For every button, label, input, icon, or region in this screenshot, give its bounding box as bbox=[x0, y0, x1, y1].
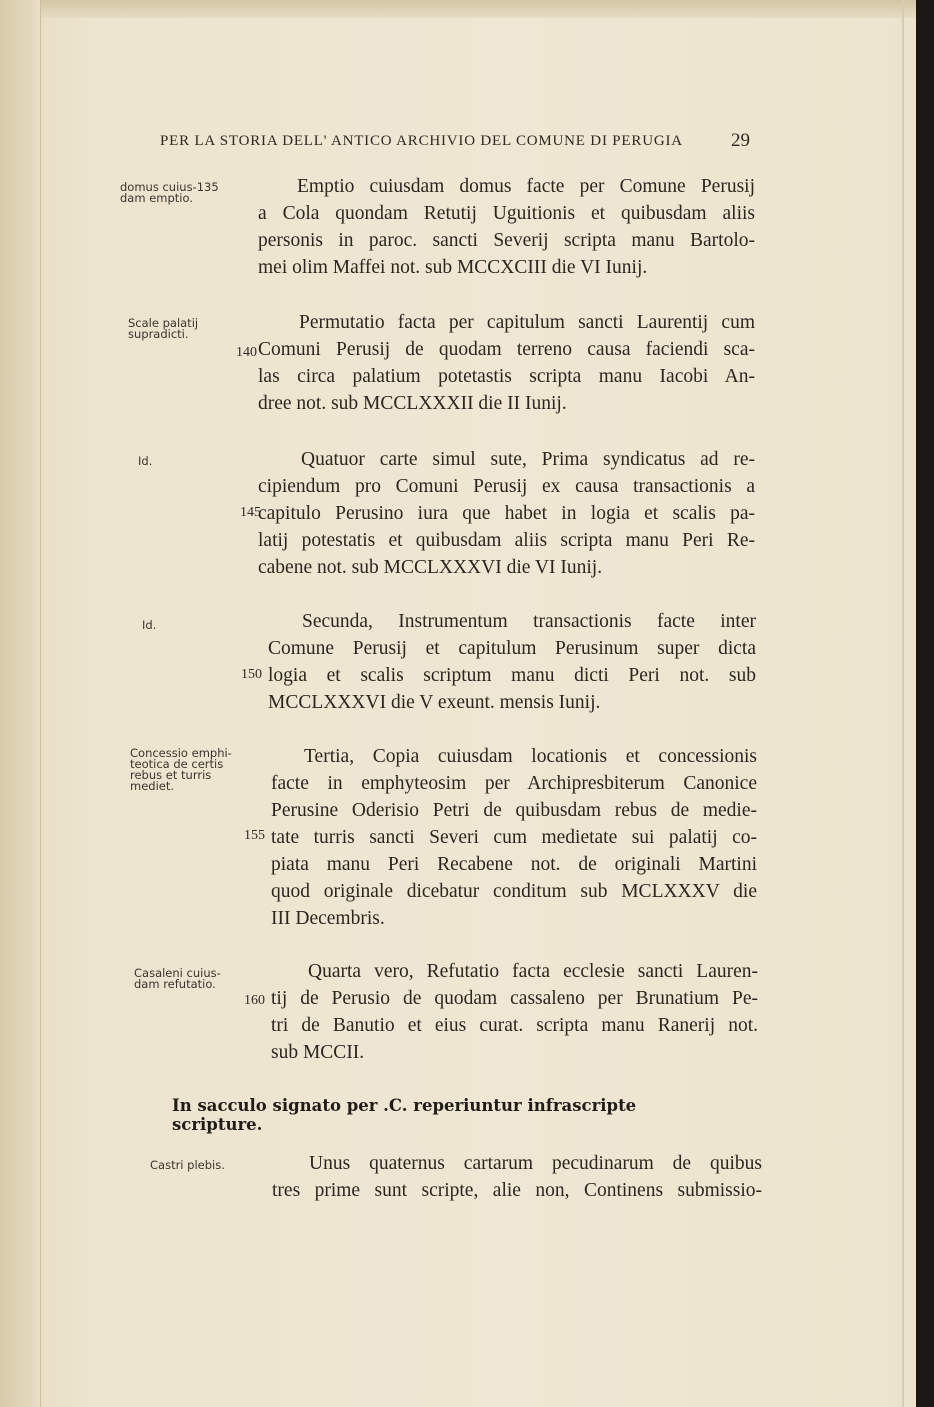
margin-note: domus cuius-135 dam emptio. bbox=[120, 180, 219, 205]
margin-note: Castri plebis. bbox=[150, 1158, 225, 1172]
page-number: 29 bbox=[731, 130, 750, 151]
entry-text bbox=[258, 173, 755, 281]
text-line: tate turris sancti Severi cum medietate sui palatij co- bbox=[271, 827, 757, 848]
scan-border bbox=[916, 0, 934, 1407]
running-title: PER LA STORIA DELL' ANTICO ARCHIVIO DEL COMUNE DI PERUGIA bbox=[160, 133, 683, 149]
running-header bbox=[160, 130, 750, 151]
text-line: Unus quaternus cartarum pecudinarum de quibus bbox=[309, 1153, 762, 1174]
text-line: Comuni Perusij de quodam terreno causa faciendi sca- bbox=[258, 339, 755, 360]
margin-note: Scale palatij supradicti. bbox=[128, 316, 199, 341]
entry-text bbox=[271, 958, 758, 1066]
section-title: In sacculo signato per .C. reperiuntur infrascripte scripture. bbox=[172, 1096, 637, 1134]
entry-text bbox=[258, 309, 755, 417]
text-line: Quatuor carte simul sute, Prima syndicatus ad re- bbox=[301, 449, 755, 470]
text-line: tres prime sunt scripte, alie non, Continens submissio- bbox=[272, 1180, 762, 1201]
text-line: cipiendum pro Comuni Perusij ex causa transactionis a bbox=[258, 476, 755, 497]
text-line: quod originale dicebatur conditum sub MCLXXXV die bbox=[271, 881, 757, 902]
entry-text bbox=[268, 608, 756, 716]
text-line: mei olim Maffei not. sub MCCXCIII die VI Iunij. bbox=[258, 257, 648, 278]
line-number: 140 bbox=[236, 345, 257, 360]
text-line: sub MCCII. bbox=[271, 1042, 365, 1063]
page-top-edge bbox=[0, 0, 916, 18]
entry-text bbox=[258, 446, 755, 581]
binding-gutter bbox=[0, 0, 41, 1407]
entry-text bbox=[271, 743, 757, 932]
page-fold-line bbox=[902, 0, 904, 1407]
text-line: facte in emphyteosim per Archipresbiterum Canonice bbox=[271, 773, 757, 794]
line-number: 150 bbox=[241, 667, 262, 682]
text-line: cabene not. sub MCCLXXXVI die VI Iunij. bbox=[258, 557, 603, 578]
text-line: tri de Banutio et eius curat. scripta manu Ranerij not. bbox=[271, 1015, 758, 1036]
text-line: logia et scalis scriptum manu dicti Peri not. sub bbox=[268, 665, 756, 686]
margin-note: Casaleni cuius- dam refutatio. bbox=[134, 966, 221, 991]
text-line: Comune Perusij et capitulum Perusinum super dicta bbox=[268, 638, 756, 659]
line-number: 155 bbox=[244, 828, 265, 843]
text-line: las circa palatium potetastis scripta manu Iacobi An- bbox=[258, 366, 755, 387]
text-line: a Cola quondam Retutij Uguitionis et quibusdam aliis bbox=[258, 203, 755, 224]
text-line: Permutatio facta per capitulum sancti Laurentij cum bbox=[299, 312, 755, 333]
margin-note: Id. bbox=[142, 618, 157, 632]
text-line: capitulo Perusino iura que habet in logia et scalis pa- bbox=[258, 503, 755, 524]
text-line: latij potestatis et quibusdam aliis scripta manu Peri Re- bbox=[258, 530, 755, 551]
margin-note: Id. bbox=[138, 454, 153, 468]
text-line: Emptio cuiusdam domus facte per Comune Perusij bbox=[297, 176, 755, 197]
text-line: Quarta vero, Refutatio facta ecclesie sancti Lauren- bbox=[308, 961, 758, 982]
margin-note: Concessio emphi- teotica de certis rebus et turris mediet. bbox=[130, 746, 232, 793]
line-number: 160 bbox=[244, 993, 265, 1008]
text-line: dree not. sub MCCLXXXII die II Iunij. bbox=[258, 393, 567, 414]
text-line: Tertia, Copia cuiusdam locationis et concessionis bbox=[304, 746, 757, 767]
entry-text bbox=[272, 1150, 762, 1204]
line-number: 145 bbox=[240, 505, 261, 520]
text-line: Perusine Oderisio Petri de quibusdam rebus de medie- bbox=[271, 800, 757, 821]
text-line: tij de Perusio de quodam cassaleno per Brunatium Pe- bbox=[271, 988, 758, 1009]
text-line: III Decembris. bbox=[271, 908, 385, 929]
text-line: MCCLXXXVI die V exeunt. mensis Iunij. bbox=[268, 692, 601, 713]
text-line: personis in paroc. sancti Severij scripta manu Bartolo- bbox=[258, 230, 755, 251]
text-line: Secunda, Instrumentum transactionis facte inter bbox=[302, 611, 756, 632]
text-line: piata manu Peri Recabene not. de originali Martini bbox=[271, 854, 757, 875]
